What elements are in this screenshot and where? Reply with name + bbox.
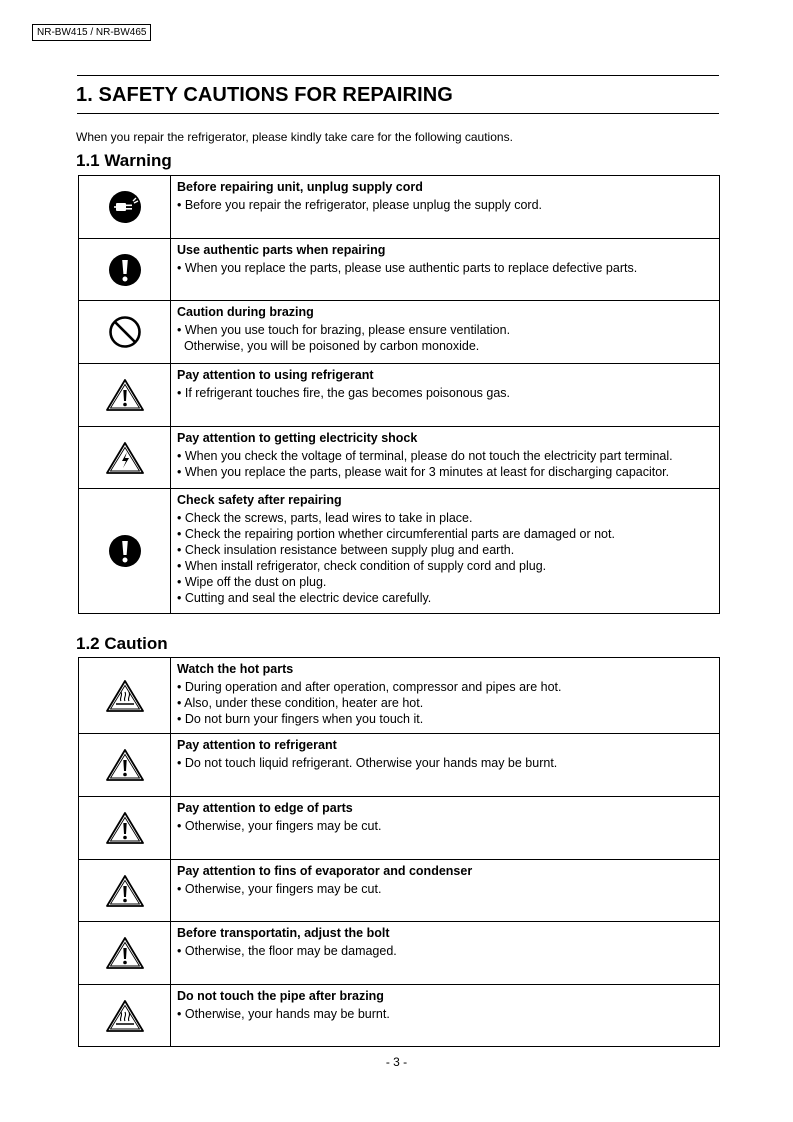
bullet-line: • When you check the voltage of terminal, please do not touch the electricity part terminal. <box>177 449 673 463</box>
icon-cell <box>79 985 171 1047</box>
bullet-line: • When you replace the parts, please use authentic parts to replace defective parts. <box>177 261 638 275</box>
warning-row <box>79 427 720 489</box>
icon-cell <box>79 797 171 860</box>
text-cell <box>171 176 720 239</box>
hot-surface-triangle-icon <box>105 679 145 713</box>
caution-row <box>79 985 720 1047</box>
row-title: Caution during brazing <box>177 305 314 319</box>
row-title: Check safety after repairing <box>177 493 342 507</box>
warning-row <box>79 239 720 301</box>
bullet-line: • Otherwise, your hands may be burnt. <box>177 1007 390 1021</box>
bullet-line: • Check the repairing portion whether circumferential parts are damaged or not. <box>177 527 615 541</box>
caution-table <box>78 657 720 1047</box>
warning-row <box>79 176 720 239</box>
bullet-line: • Otherwise, your fingers may be cut. <box>177 819 382 833</box>
caution-row <box>79 797 720 860</box>
icon-cell <box>79 922 171 985</box>
bullet-line: • If refrigerant touches fire, the gas becomes poisonous gas. <box>177 386 511 400</box>
warning-row <box>79 364 720 427</box>
text-cell <box>171 489 720 614</box>
text-cell <box>171 658 720 734</box>
warning-triangle-icon <box>105 874 145 908</box>
text-cell <box>171 364 720 427</box>
caution-row <box>79 734 720 797</box>
unplug-icon <box>108 190 142 224</box>
model-number-tag: NR-BW415 / NR-BW465 <box>32 24 151 41</box>
exclamation-circle-icon <box>108 253 142 287</box>
title-rule-bottom <box>77 113 719 114</box>
caution-row <box>79 658 720 734</box>
icon-cell <box>79 301 171 364</box>
row-title: Pay attention to getting electricity shock <box>177 431 418 445</box>
caution-row <box>79 922 720 985</box>
icon-cell <box>79 658 171 734</box>
bullet-line: • Check the screws, parts, lead wires to take in place. <box>177 511 473 525</box>
icon-cell <box>79 239 171 301</box>
warning-triangle-icon <box>105 378 145 412</box>
warning-triangle-icon <box>105 748 145 782</box>
warning-table <box>78 175 720 614</box>
text-cell <box>171 860 720 922</box>
bullet-line: • Otherwise, the floor may be damaged. <box>177 944 397 958</box>
row-title: Before transportatin, adjust the bolt <box>177 926 390 940</box>
bullet-line: • Cutting and seal the electric device carefully. <box>177 591 432 605</box>
icon-cell <box>79 176 171 239</box>
text-cell <box>171 301 720 364</box>
bullet-line: • When install refrigerator, check condition of supply cord and plug. <box>177 559 547 573</box>
page-title: 1. SAFETY CAUTIONS FOR REPAIRING <box>76 84 453 106</box>
icon-cell <box>79 364 171 427</box>
row-title: Before repairing unit, unplug supply cord <box>177 180 423 194</box>
text-cell <box>171 922 720 985</box>
row-title: Use authentic parts when repairing <box>177 243 386 257</box>
prohibition-icon <box>108 315 142 349</box>
warning-row <box>79 301 720 364</box>
row-title: Pay attention to using refrigerant <box>177 368 374 382</box>
row-title: Pay attention to edge of parts <box>177 801 353 815</box>
text-cell <box>171 985 720 1047</box>
bullet-line: • Before you repair the refrigerator, please unplug the supply cord. <box>177 198 543 212</box>
text-cell <box>171 427 720 489</box>
icon-cell <box>79 734 171 797</box>
intro-text: When you repair the refrigerator, please kindly take care for the following cautions. <box>76 130 513 144</box>
electric-shock-triangle-icon <box>105 441 145 475</box>
row-title: Watch the hot parts <box>177 662 294 676</box>
text-cell <box>171 239 720 301</box>
caution-section-title: 1.2 Caution <box>76 634 168 653</box>
exclamation-circle-icon <box>108 534 142 568</box>
icon-cell <box>79 489 171 614</box>
row-title: Pay attention to refrigerant <box>177 738 337 752</box>
bullet-line: • When you replace the parts, please wait for 3 minutes at least for discharging capacitor. <box>177 465 670 479</box>
warning-row <box>79 489 720 614</box>
bullet-line: • Do not burn your fingers when you touch it. <box>177 712 424 726</box>
bullet-line: • Also, under these condition, heater are hot. <box>177 696 424 710</box>
title-rule-top <box>77 75 719 76</box>
hot-surface-triangle-icon <box>105 999 145 1033</box>
page-number: - 3 - <box>385 1055 408 1069</box>
bullet-line: • Wipe off the dust on plug. <box>177 575 327 589</box>
bullet-line: Otherwise, you will be poisoned by carbon monoxide. <box>177 339 480 353</box>
row-title: Pay attention to fins of evaporator and condenser <box>177 864 473 878</box>
row-title: Do not touch the pipe after brazing <box>177 989 384 1003</box>
bullet-line: • Otherwise, your fingers may be cut. <box>177 882 382 896</box>
bullet-line: • When you use touch for brazing, please ensure ventilation. <box>177 323 511 337</box>
icon-cell <box>79 860 171 922</box>
caution-row <box>79 860 720 922</box>
bullet-line: • Do not touch liquid refrigerant. Otherwise your hands may be burnt. <box>177 756 558 770</box>
bullet-line: • Check insulation resistance between supply plug and earth. <box>177 543 515 557</box>
warning-section-title: 1.1 Warning <box>76 151 172 170</box>
text-cell <box>171 797 720 860</box>
warning-triangle-icon <box>105 811 145 845</box>
text-cell <box>171 734 720 797</box>
warning-triangle-icon <box>105 936 145 970</box>
icon-cell <box>79 427 171 489</box>
bullet-line: • During operation and after operation, compressor and pipes are hot. <box>177 680 562 694</box>
